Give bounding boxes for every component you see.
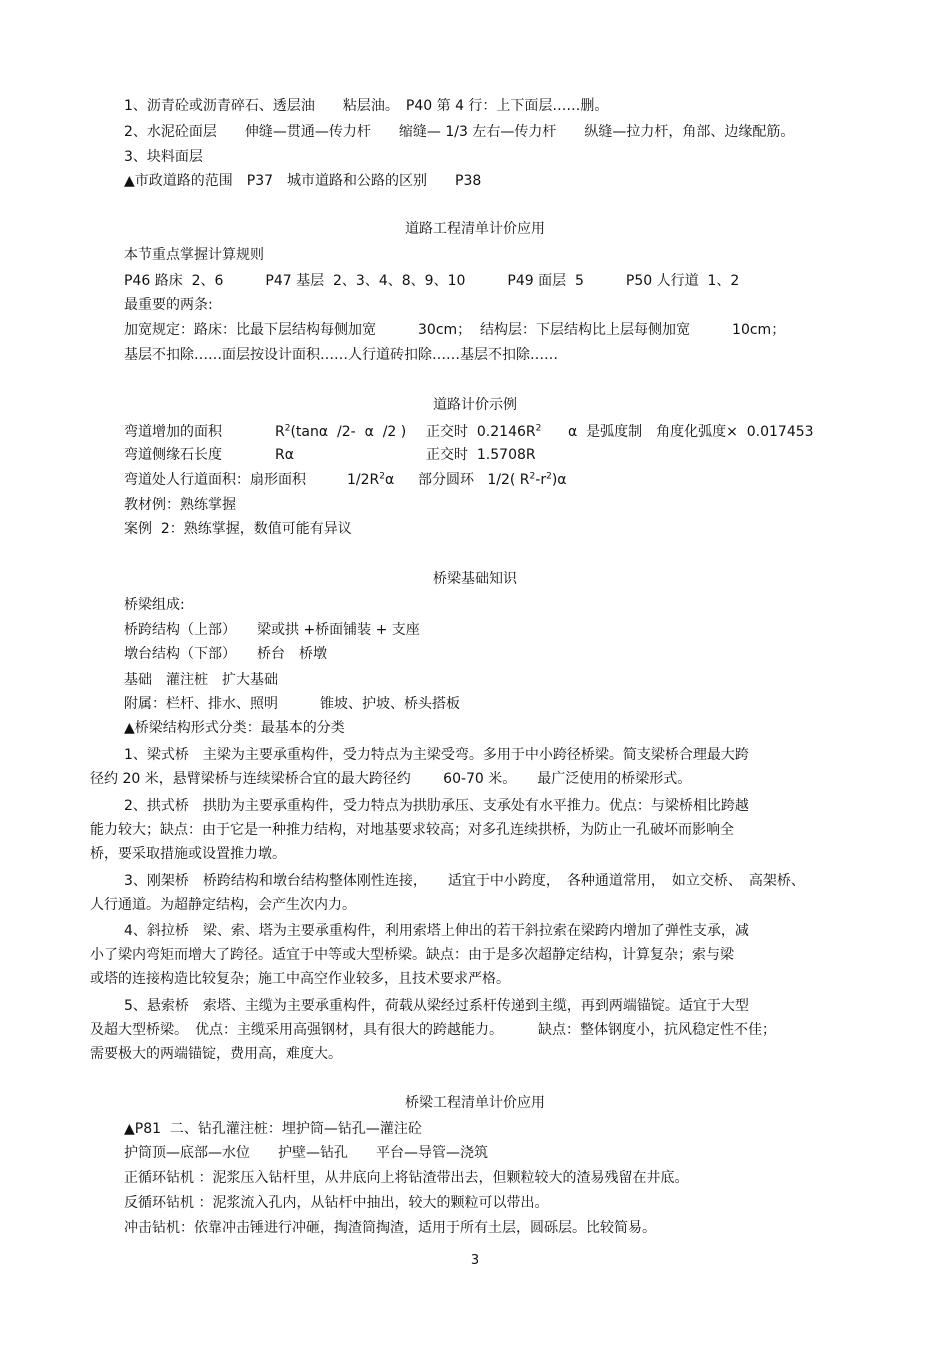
text-line: 2、水泥砼面层 伸缝—贯通—传力杆 缩缝— 1/3 左右—传力杆 纵缝—拉力杆，角部、边缘配筋。 xyxy=(124,124,795,140)
section-heading: 桥梁工程清单计价应用 xyxy=(405,1095,545,1111)
text-line: ▲P81 二、钻孔灌注桩：埋护筒—钻孔—灌注砼 xyxy=(124,1121,422,1137)
text-line: 最重要的两条: xyxy=(124,297,213,313)
text-line: 4、斜拉桥 梁、索、塔为主要承重构件，利用索塔上伸出的若干斜拉索在梁跨内增加了弹性支承，减 xyxy=(124,923,749,939)
text-line: 桥，要采取措施或设置推力墩。 xyxy=(90,846,286,862)
text-line: P46 路床 2、6 P47 基层 2、3、4、8、9、10 P49 面层 5 P50 人行道 1、2 xyxy=(124,273,740,289)
text-line: 桥梁组成: xyxy=(124,597,185,613)
formula-expression: $R^2(\tan\alpha$ /2- α /2 ) xyxy=(275,423,407,440)
text-line: 墩台结构（下部） 桥台 桥墩 xyxy=(124,646,327,662)
formula-value: 部分圆环 1/2( $R^2-r^2)\alpha$ xyxy=(418,471,567,488)
text-line: ▲桥梁结构形式分类：最基本的分类 xyxy=(124,720,345,736)
page-number: 3 xyxy=(470,1253,480,1268)
text-line: 5、悬索桥 索塔、主缆为主要承重构件，荷载从梁经过系杆传递到主缆，再到两端锚锭。适宜于大型 xyxy=(124,998,749,1014)
text-line: 基础 灌注桩 扩大基础 xyxy=(124,672,278,688)
formula-label: 弯道侧缘石长度 xyxy=(124,447,222,463)
formula-note: α 是弧度制 角度化弧度× 0.017453 xyxy=(568,424,814,440)
section-heading: 道路工程清单计价应用 xyxy=(405,221,545,237)
text-line: 正循环钻机 ：泥浆压入钻杆里，从井底向上将钻渣带出去，但颗粒较大的渣易残留在井底。 xyxy=(124,1170,689,1186)
text-line: 教材例：熟练掌握 xyxy=(124,497,236,513)
text-line: 人行通道。为超静定结构，会产生次内力。 xyxy=(90,897,356,913)
text-line: 附属：栏杆、排水、照明 锥坡、护坡、桥头搭板 xyxy=(124,696,460,712)
text-line: 加宽规定：路床：比最下层结构每侧加宽 30cm； 结构层：下层结构比上层每侧加宽 10cm； xyxy=(124,322,786,338)
text-line: 基层不扣除……面层按设计面积……人行道砖扣除……基层不扣除…… xyxy=(124,347,558,363)
text-line: 1、梁式桥 主梁为主要承重构件，受力特点为主梁受弯。多用于中小跨径桥梁。简支梁桥合理最大跨 xyxy=(124,747,749,763)
formula-expression: $1/2R^2\alpha$ xyxy=(347,471,395,488)
text-line: 径约 20 米，悬臂梁桥与连续梁桥合宜的最大跨径约 60-70 米。 最广泛使用的桥梁形式。 xyxy=(90,771,692,787)
text-line: 或塔的连接构造比较复杂；施工中高空作业较多，且技术要求严格。 xyxy=(90,971,510,987)
formula-label: 弯道处人行道面积：扇形面积 xyxy=(124,472,306,488)
section-heading: 道路计价示例 xyxy=(433,397,517,413)
text-line: 冲击钻机：依靠冲击锤进行冲砸，掏渣筒掏渣，适用于所有土层，圆砾层。比较简易。 xyxy=(124,1220,656,1236)
text-line: 反循环钻机 ：泥浆流入孔内，从钻杆中抽出，较大的颗粒可以带出。 xyxy=(124,1195,549,1211)
text-line: ▲市政道路的范围 P37 城市道路和公路的区别 P38 xyxy=(124,173,482,189)
text-line: 小了梁内弯矩而增大了跨径。适宜于中等或大型桥梁。缺点：由于是多次超静定结构，计算复杂；索与梁 xyxy=(90,947,734,963)
formula-value: 正交时 1.5708R xyxy=(426,447,536,463)
section-heading: 桥梁基础知识 xyxy=(433,571,517,587)
text-line: 3、块料面层 xyxy=(124,149,203,165)
text-line: 3、刚架桥 桥跨结构和墩台结构整体刚性连接， 适宜于中小跨度， 各种通道常用， 如立交桥、 高架桥、 xyxy=(124,873,805,889)
text-line: 2、拱式桥 拱肋为主要承重构件，受力特点为拱肋承压、支承处有水平推力。优点：与梁桥相比跨越 xyxy=(124,798,749,814)
text-line: 能力较大；缺点：由于它是一种推力结构，对地基要求较高；对多孔连续拱桥，为防止一孔破坏而影响全 xyxy=(90,822,734,838)
text-line: 案例 2：熟练掌握，数值可能有异议 xyxy=(124,521,352,537)
text-line: 及超大型桥梁。 优点：主缆采用高强钢材，具有很大的跨越能力。 缺点：整体钢度小，抗风稳定性不佳； xyxy=(90,1022,776,1038)
formula-expression: Rα xyxy=(275,447,294,463)
text-line: 本节重点掌握计算规则 xyxy=(124,247,264,263)
formula-value: 正交时 $0.2146R^2$ xyxy=(426,423,542,440)
formula-label: 弯道增加的面积 xyxy=(124,424,222,440)
text-line: 需要极大的两端锚锭，费用高，难度大。 xyxy=(90,1046,342,1062)
text-line: 1、沥青砼或沥青碎石、透层油 粘层油。 P40 第 4 行：上下面层……删。 xyxy=(124,98,609,114)
text-line: 护筒顶—底部—水位 护壁—钻孔 平台—导管—浇筑 xyxy=(124,1145,488,1161)
text-line: 桥跨结构（上部） 梁或拱 +桥面铺装 + 支座 xyxy=(124,622,420,638)
